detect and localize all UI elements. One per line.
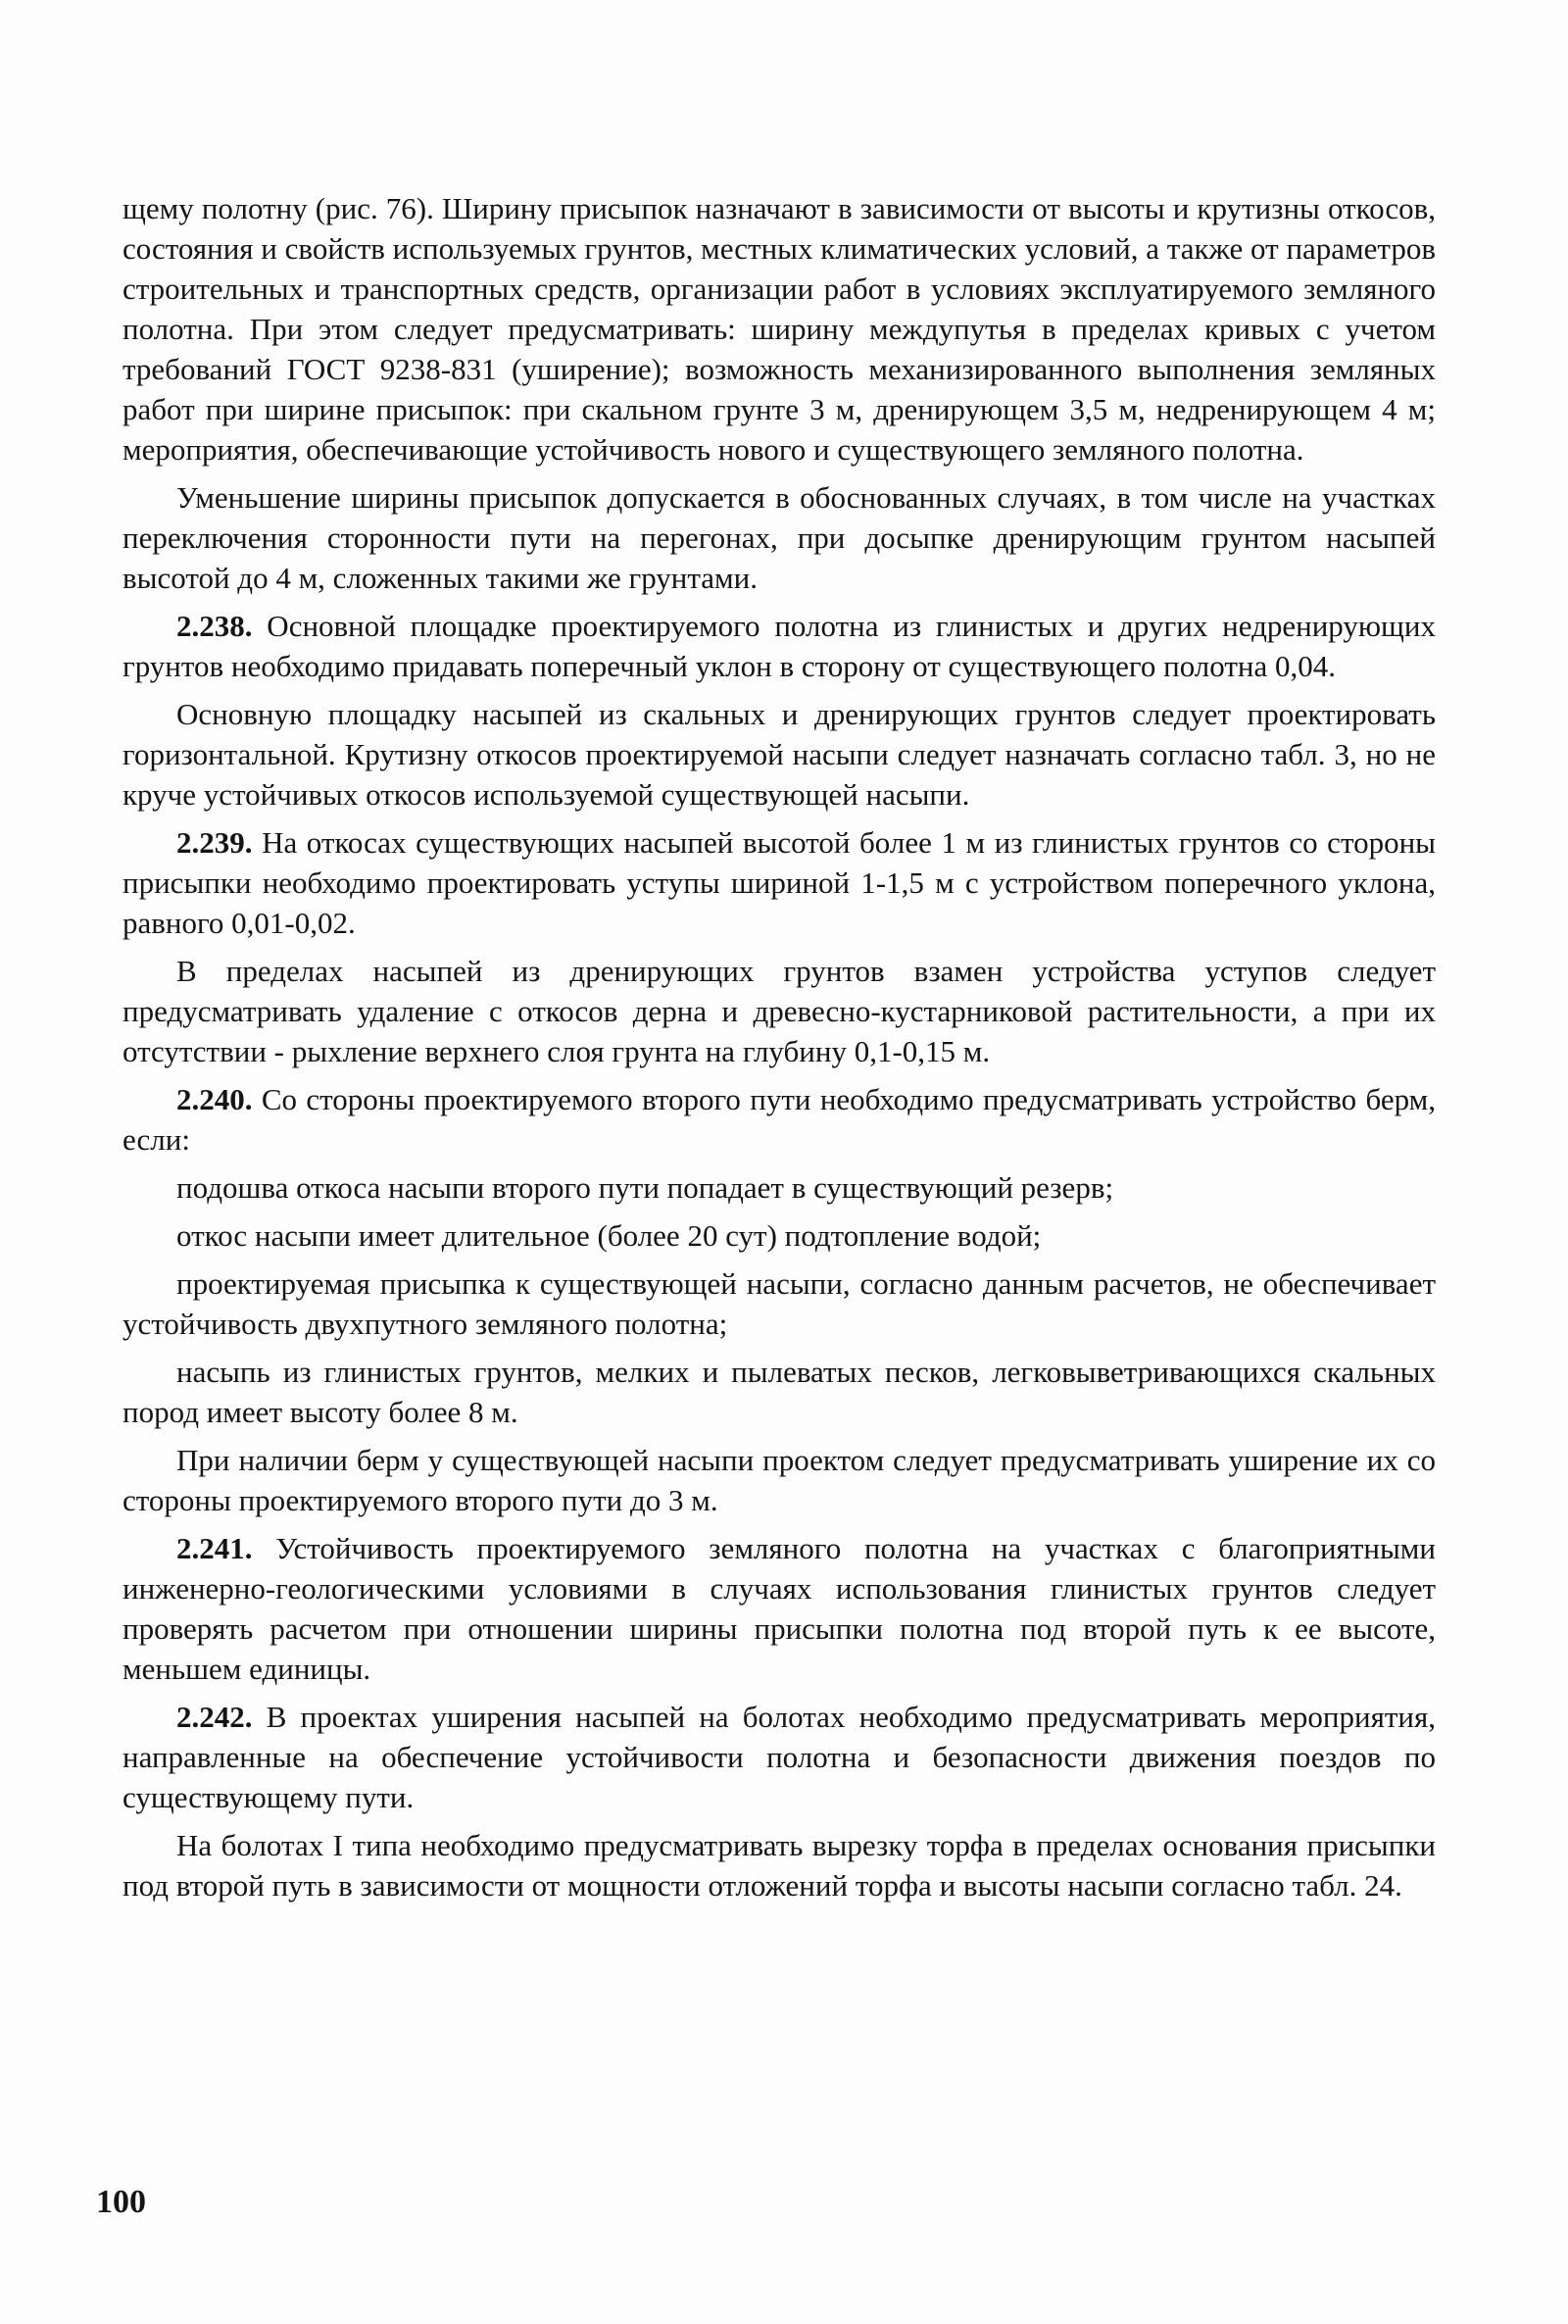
paragraph-swamps: На болотах I типа необходимо предусматривать вырезку торфа в пределах основания присыпки под второй путь в зависимости от мощности отложений торфа и высоты насыпи согласно табл. 24. — [122, 1828, 1436, 1903]
clause-number: 2.240. — [176, 1082, 253, 1116]
list-item: проектируемая присыпка к существующей насыпи, согласно данным расчетов, не обеспечивает устойчивость двухпутного земляного полотна; — [122, 1266, 1436, 1341]
page-body — [122, 188, 1436, 1913]
clause-2-239: 2.239. На откосах существующих насыпей высотой более 1 м из глинистых грунтов со стороны присыпки необходимо проектировать уступы шириной 1-1,5 м с устройством поперечного уклона, равного 0,01-0,02. — [122, 825, 1436, 940]
clause-2-242: 2.242. В проектах уширения насыпей на болотах необходимо предусматривать мероприятия, направленные на обеспечение устойчивости полотна и безопасности движения поездов по существующему пути. — [122, 1700, 1436, 1814]
page-number: 100 — [96, 2184, 146, 2220]
paragraph-reduction: Уменьшение ширины присыпок допускается в обоснованных случаях, в том числе на участках переключения сторонности пути на перегонах, при досыпке дренирующим грунтом насыпей высотой до 4 м, сложенных такими же грунтами. — [122, 480, 1436, 595]
clause-2-240: 2.240. Со стороны проектируемого второго пути необходимо предусматривать устройство берм, если: — [122, 1082, 1436, 1157]
list-item: насыпь из глинистых грунтов, мелких и пылеватых песков, легковыветривающихся скальных пород имеет высоту более 8 м. — [122, 1355, 1436, 1429]
clause-2-238: 2.238. Основной площадке проектируемого полотна из глинистых и других недренирующих грунтов необходимо придавать поперечный уклон в сторону от существующего полотна 0,04. — [122, 609, 1436, 683]
paragraph-draining-soils: В пределах насыпей из дренирующих грунтов взамен устройства уступов следует предусматривать удаление с откосов дерна и древесно-кустарниковой растительности, а при их отсутствии - рыхление верхнего слоя грунта на глубину 0,1-0,15 м. — [122, 954, 1436, 1068]
clause-number: 2.239. — [176, 825, 253, 860]
list-item: подошва откоса насыпи второго пути попадает в существующий резерв; — [176, 1170, 1114, 1205]
clause-number: 2.242. — [176, 1700, 253, 1734]
paragraph-berms: При наличии берм у существующей насыпи проектом следует предусматривать уширение их со стороны проектируемого второго пути до 3 м. — [122, 1443, 1436, 1517]
clause-number: 2.238. — [176, 609, 253, 643]
clause-2-241: 2.241. Устойчивость проектируемого земляного полотна на участках с благоприятными инженерно-геологическими условиями в случаях использования глинистых грунтов следует проверять расчетом при отношении ширины присыпки полотна под второй путь к ее высоте, меньшем единицы. — [122, 1531, 1436, 1686]
paragraph-main-platform: Основную площадку насыпей из скальных и дренирующих грунтов следует проектировать горизонтальной. Крутизну откосов проектируемой насыпи следует назначать согласно табл. 3, но не круче устойчивых откосов используемой существующей насыпи. — [122, 697, 1436, 812]
list-item: откос насыпи имеет длительное (более 20 сут) подтопление водой; — [176, 1218, 1042, 1253]
paragraph-intro-continued: щему полотну (рис. 76). Ширину присыпок назначают в зависимости от высоты и крутизны откосов, состояния и свойств используемых грунтов, местных климатических условий, а также от параметров строительных и транспортных средств, организации работ в условиях эксплуатируемого земляного полотна. При этом следует предусматривать: ширину междупутья в пределах кривых с учетом требований ГОСТ 9238-831 (уширение); возможность механизированного выполнения земляных работ при ширине присыпок: при скальном грунте 3 м, дренирующем 3,5 м, недренирующем 4 м; мероприятия, обеспечивающие устойчивость нового и существующего земляного полотна. — [122, 191, 1436, 467]
clause-number: 2.241. — [176, 1531, 253, 1565]
